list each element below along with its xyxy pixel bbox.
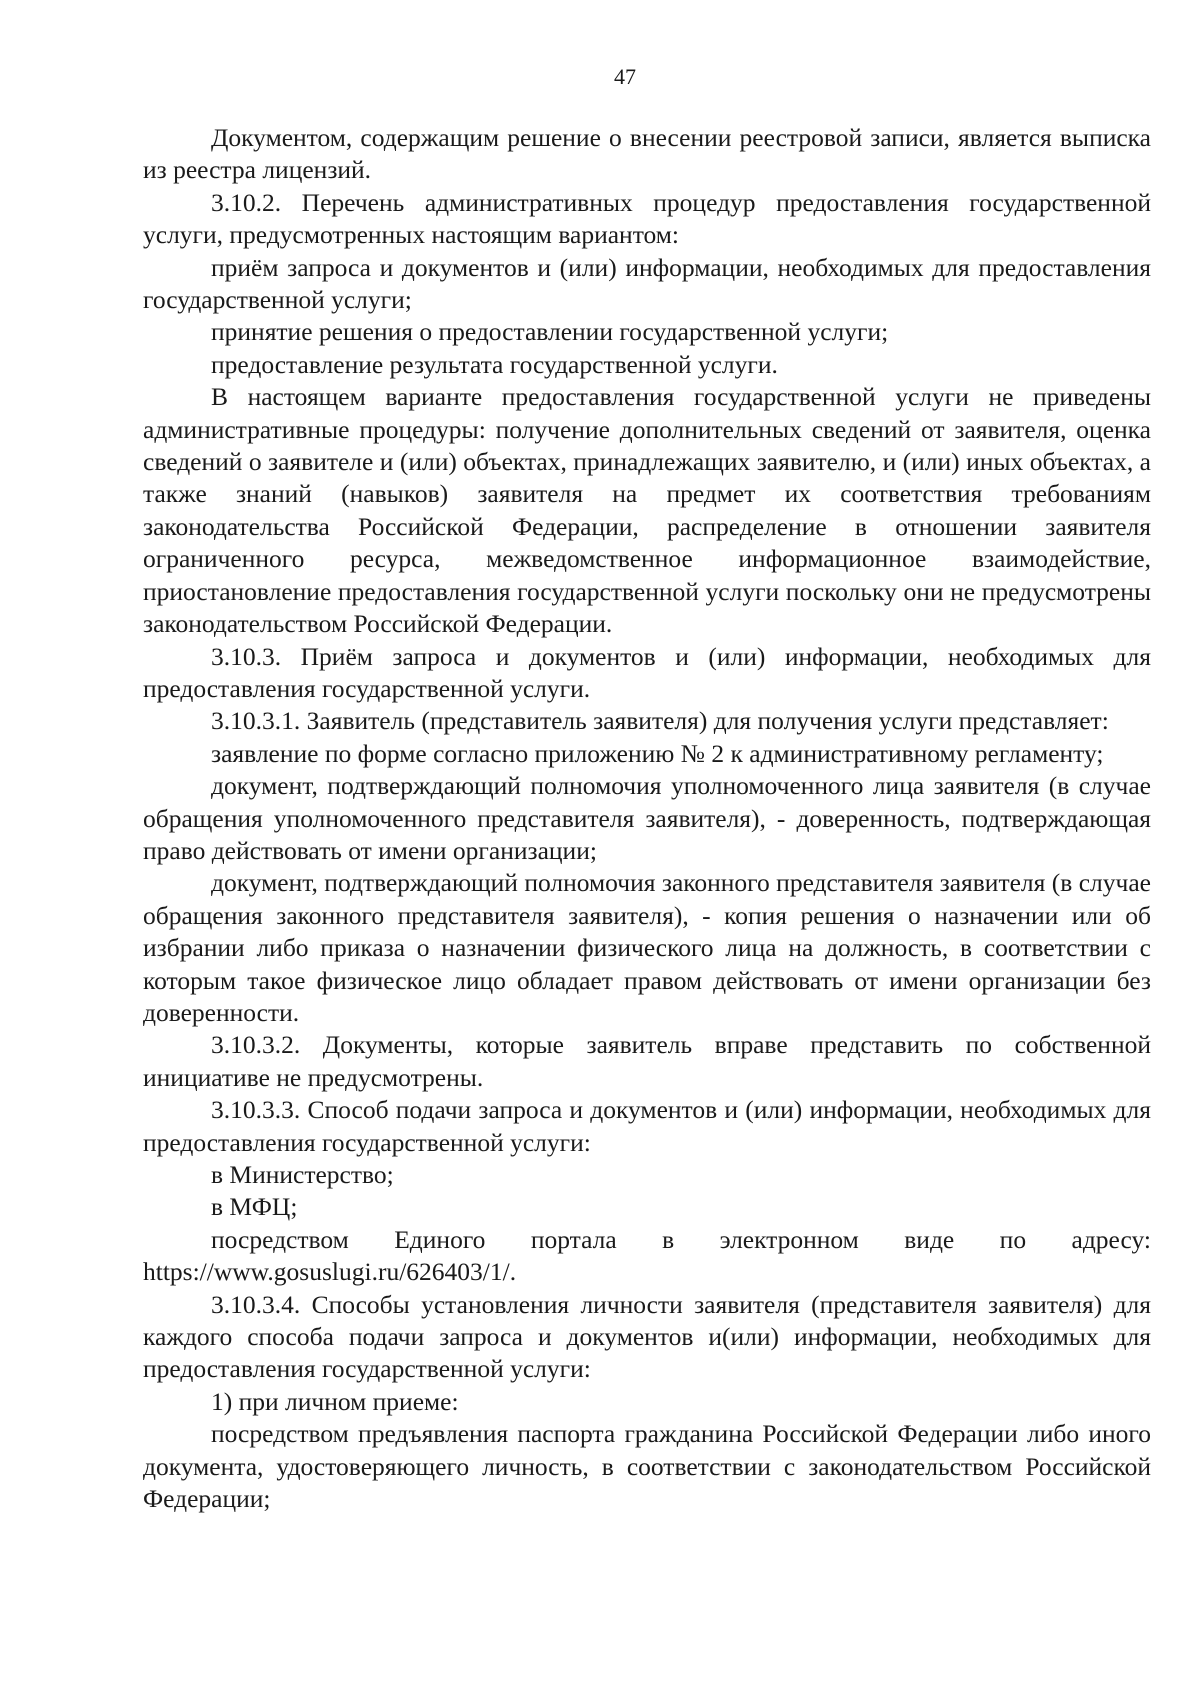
paragraph-3-10-2: 3.10.2. Перечень административных процедур предоставления государственной услуги, предусмотренных настоящим вариантом: <box>143 187 1151 250</box>
paragraph-3-10-3-4: 3.10.3.4. Способы установления личности заявителя (представителя заявителя) для каждого способа подачи запроса и документов и(или) информации, необходимых для предоставления государственной услуги: <box>143 1289 1151 1384</box>
page-number: 47 <box>614 64 636 89</box>
paragraph-procedure-intake: приём запроса и документов и (или) информации, необходимых для предоставления государственной услуги; <box>143 252 1151 315</box>
paragraph-procedure-result: предоставление результата государственной услуги. <box>211 349 778 379</box>
paragraph-3-10-3-3: 3.10.3.3. Способ подачи запроса и документов и (или) информации, необходимых для предоставления государственной услуги: <box>143 1095 1151 1157</box>
paragraph-3-10-3-1: 3.10.3.1. Заявитель (представитель заявителя) для получения услуги представляет: <box>211 706 1109 736</box>
paragraph-mfc: в МФЦ; <box>211 1192 298 1222</box>
paragraph-procedure-decision: принятие решения о предоставлении государственной услуги; <box>211 317 889 347</box>
paragraph-registry-extract: Документом, содержащим решение о внесении реестровой записи, является выписка из реестра лицензий. <box>143 123 1151 185</box>
paragraph-unified-portal: посредством Единого портала в электронном виде по адресу: https://www.gosuslugi.ru/626403/1/. <box>143 1224 1151 1287</box>
paragraph-not-included-procedures: В настоящем варианте предоставления государственной услуги не приведены административные процедуры: получение дополнительных сведений от заявителя, оценка сведений о заявителе и (или) объектах, принадлежащих заявителю, и (или) иных объектах, а также знаний (навыков) заявителя на предмет их соответствия требованиям законодательства Российской Федерации, распределение в отношении заявителя ограниченного ресурса, межведомственное информационное взаимодействие, приостановление предоставления государственной услуги поскольку они не предусмотрены законодательством Российской Федерации. <box>143 382 1151 639</box>
paragraph-personal-reception: 1) при личном приеме: <box>211 1386 459 1416</box>
paragraph-ministry: в Министерство; <box>211 1160 394 1189</box>
paragraph-legal-representative: документ, подтверждающий полномочия законного представителя заявителя (в случае обращения законного представителя заявителя), - копия решения о назначении или об избрании либо приказа о назначении физического лица на должность, в соответствии с которым такое физическое лицо обладает правом действовать от имени организации без доверенности. <box>143 868 1151 1027</box>
paragraph-3-10-3: 3.10.3. Приём запроса и документов и (или) информации, необходимых для предоставления государственной услуги. <box>143 641 1151 703</box>
paragraph-3-10-3-2: 3.10.3.2. Документы, которые заявитель вправе представить по собственной инициативе не предусмотрены. <box>143 1030 1151 1092</box>
paragraph-passport: посредством предъявления паспорта гражданина Российской Федерации либо иного документа, удостоверяющего личность, в соответствии с законодательством Российской Федерации; <box>143 1419 1151 1514</box>
paragraph-power-of-attorney: документ, подтверждающий полномочия уполномоченного лица заявителя (в случае обращения уполномоченного представителя заявителя), - доверенность, подтверждающая право действовать от имени организации; <box>143 771 1151 865</box>
document-body <box>143 122 1151 1515</box>
paragraph-application-form: заявление по форме согласно приложению № 2 к административному регламенту; <box>211 738 1104 768</box>
